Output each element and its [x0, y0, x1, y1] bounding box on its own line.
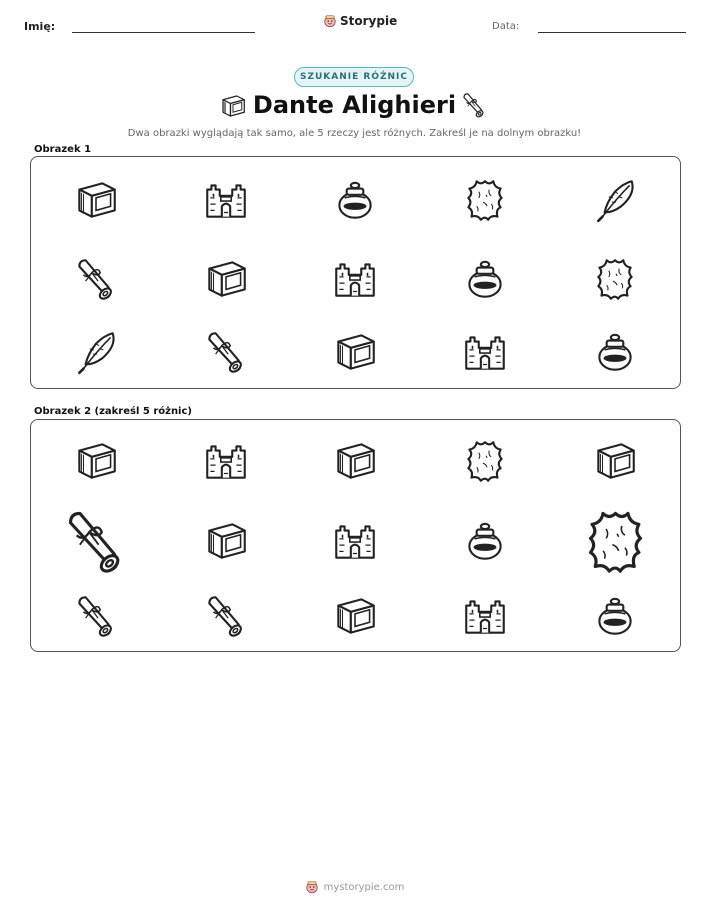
- scroll-icon: [71, 254, 121, 304]
- footer-site: mystorypie.com: [323, 881, 405, 893]
- grid-cell: [161, 243, 291, 315]
- grid-cell[interactable]: [161, 420, 291, 502]
- name-field[interactable]: [72, 32, 255, 33]
- grid-cell: [420, 315, 550, 388]
- grid-cell: [161, 157, 291, 243]
- inkpot-icon[interactable]: [460, 516, 510, 566]
- worksheet-type-badge: SZUKANIE RÓŻNIC: [294, 67, 414, 87]
- storypie-logo-icon: [323, 14, 337, 28]
- book-icon[interactable]: [71, 436, 121, 486]
- date-label: Data:: [492, 21, 520, 32]
- grid-cell[interactable]: [31, 502, 161, 580]
- grid-cell[interactable]: [420, 580, 550, 651]
- instructions: Dwa obrazki wyglądają tak samo, ale 5 rzeczy jest różnych. Zakreśl je na dolnym obrazku!: [127, 128, 582, 139]
- scroll-icon[interactable]: [58, 504, 133, 579]
- castle-icon[interactable]: [201, 436, 251, 486]
- grid-cell[interactable]: [550, 420, 680, 502]
- book-icon[interactable]: [590, 436, 640, 486]
- footer-logo-icon: [305, 880, 319, 894]
- grid-cell: [550, 157, 680, 243]
- book-icon[interactable]: [330, 436, 380, 486]
- scroll-icon[interactable]: [201, 591, 251, 641]
- picture2-grid: [31, 420, 680, 651]
- grid-cell: [550, 243, 680, 315]
- inkpot-icon: [590, 327, 640, 377]
- castle-icon[interactable]: [330, 516, 380, 566]
- grid-cell: [31, 315, 161, 388]
- parchment-icon[interactable]: [578, 504, 653, 579]
- parchment-icon: [590, 254, 640, 304]
- book-icon[interactable]: [201, 516, 251, 566]
- grid-cell[interactable]: [161, 502, 291, 580]
- grid-cell[interactable]: [291, 420, 421, 502]
- page-title: Dante Alighieri: [252, 91, 457, 119]
- book-icon: [201, 254, 251, 304]
- grid-cell[interactable]: [161, 580, 291, 651]
- grid-cell[interactable]: [420, 502, 550, 580]
- footer: [0, 880, 709, 894]
- picture2-label: Obrazek 2 (zakreśl 5 różnic): [34, 406, 192, 417]
- grid-cell[interactable]: [291, 580, 421, 651]
- picture2-panel[interactable]: [30, 419, 681, 652]
- grid-cell: [420, 157, 550, 243]
- brand-logo: [323, 14, 397, 28]
- inkpot-icon: [330, 175, 380, 225]
- inkpot-icon: [460, 254, 510, 304]
- picture1-panel: [30, 156, 681, 389]
- grid-cell[interactable]: [550, 502, 680, 580]
- grid-cell: [291, 315, 421, 388]
- castle-icon: [201, 175, 251, 225]
- castle-icon: [460, 327, 510, 377]
- book-icon: [71, 175, 121, 225]
- grid-cell: [291, 243, 421, 315]
- grid-cell[interactable]: [420, 420, 550, 502]
- picture1-grid: [31, 157, 680, 388]
- picture1-label: Obrazek 1: [34, 144, 92, 155]
- date-field[interactable]: [538, 32, 686, 33]
- book-icon: [330, 327, 380, 377]
- grid-cell: [420, 243, 550, 315]
- grid-cell: [161, 315, 291, 388]
- parchment-icon: [460, 175, 510, 225]
- grid-cell: [31, 243, 161, 315]
- grid-cell[interactable]: [550, 580, 680, 651]
- quill-icon: [71, 327, 121, 377]
- parchment-icon[interactable]: [460, 436, 510, 486]
- brand-name: Storypie: [340, 14, 398, 28]
- castle-icon: [330, 254, 380, 304]
- book-icon[interactable]: [330, 591, 380, 641]
- grid-cell: [31, 157, 161, 243]
- inkpot-icon[interactable]: [590, 591, 640, 641]
- quill-icon: [590, 175, 640, 225]
- grid-cell: [291, 157, 421, 243]
- castle-icon[interactable]: [460, 591, 510, 641]
- scroll-icon: [201, 327, 251, 377]
- scroll-icon[interactable]: [71, 591, 121, 641]
- grid-cell[interactable]: [31, 580, 161, 651]
- name-label: Imię:: [24, 20, 56, 33]
- grid-cell[interactable]: [31, 420, 161, 502]
- grid-cell: [550, 315, 680, 388]
- grid-cell[interactable]: [291, 502, 421, 580]
- title-scroll-icon: [459, 90, 489, 120]
